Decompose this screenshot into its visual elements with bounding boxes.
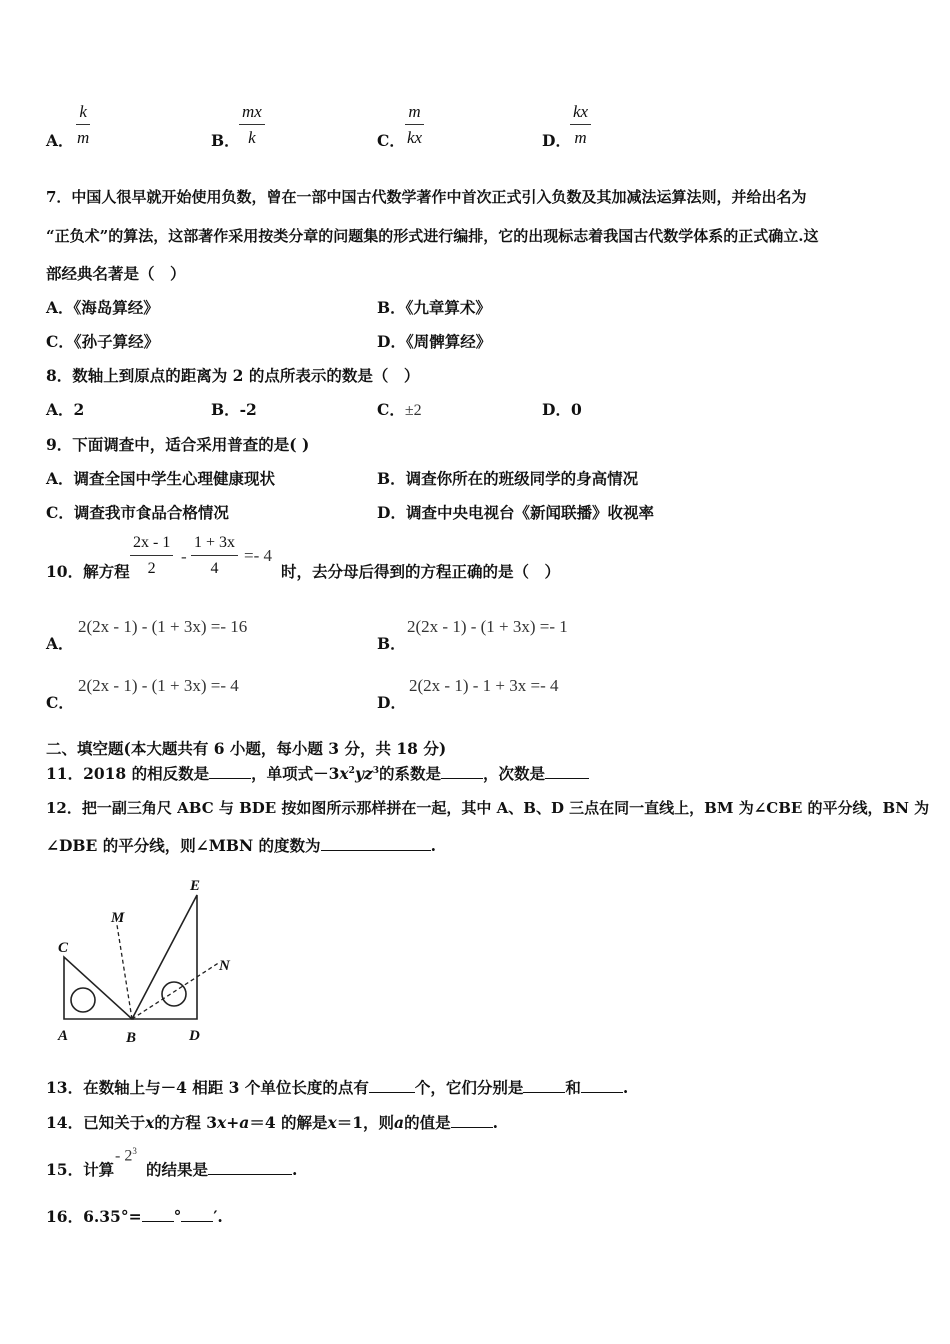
q10-option-d-equation: 2(2x - 1) - 1 + 3x =- 4 <box>409 676 559 695</box>
q6-d-denominator: m <box>574 128 587 147</box>
q14-x3: x <box>327 1113 337 1132</box>
label-b: B <box>126 1030 137 1046</box>
q8-c-letter: C． <box>377 400 405 419</box>
q6-option-c-letter: C． <box>377 131 405 150</box>
q7-line2: “正负术”的算法，这部著作采用按类分章的问题集的形式进行编排，它的出现标志着我国古代数学体系的正式确立.这 <box>46 227 819 245</box>
q8-option-a <box>46 398 84 420</box>
section2-title: 二、填空题(本大题共有 6 小题，每小题 3 分，共 18 分) <box>46 739 447 758</box>
triangle-bde-hole <box>162 982 186 1006</box>
q8-d-letter: D． <box>542 400 571 419</box>
q8-stem: 8．数轴上到原点的距离为 2 的点所表示的数是（ ） <box>46 366 420 385</box>
q8-option-d <box>542 398 582 420</box>
q6-option-d-letter: D． <box>542 131 571 150</box>
q15-part2: 的结果是 <box>146 1160 209 1179</box>
q13-part2: 个，它们分别是 <box>414 1078 524 1097</box>
q14-end: . <box>492 1113 499 1132</box>
q13-blank-3[interactable] <box>581 1078 623 1093</box>
q13-part3: 和 <box>565 1078 581 1097</box>
q15-expression <box>115 1146 137 1165</box>
q10-option-c-equation: 2(2x - 1) - (1 + 3x) =- 4 <box>78 676 239 695</box>
q10-fraction-2 <box>191 533 238 579</box>
q11-part4: ，次数是 <box>483 764 546 783</box>
q8-b-value: -2 <box>239 400 257 419</box>
q10-minus: - <box>181 547 187 566</box>
label-e: E <box>190 878 201 894</box>
q11-coef: －3 <box>313 764 340 783</box>
q10-suffix: 时，去分母后得到的方程正确的是（ ） <box>281 562 561 581</box>
q10-rhs: =- 4 <box>244 546 272 565</box>
q6-c-denominator: kx <box>407 128 423 147</box>
q9-stem: 9．下面调查中，适合采用普查的是( ) <box>46 435 310 454</box>
q16-blank-minutes[interactable] <box>181 1207 213 1222</box>
q15-end: . <box>292 1160 298 1179</box>
q10-option-b-equation: 2(2x - 1) - (1 + 3x) =- 1 <box>407 617 568 636</box>
q11-part3: 的系数是 <box>379 764 442 783</box>
q10-option-c-letter: C． <box>46 693 74 712</box>
q12-line2 <box>46 834 436 856</box>
q10-prefix: 10．解方程 <box>46 562 130 581</box>
q15-part1: 15．计算 <box>46 1160 115 1179</box>
q14-x2: x <box>217 1113 227 1132</box>
q12-end: . <box>430 836 436 855</box>
q8-d-value: 0 <box>570 400 582 419</box>
q8-c-value: ±2 <box>404 402 422 419</box>
q8-option-b <box>211 398 257 420</box>
label-d: D <box>189 1028 200 1044</box>
q6-option-b-fraction <box>239 102 265 148</box>
q7-option-a: A．《海岛算经》 <box>46 298 159 317</box>
q13-blank-2[interactable] <box>523 1078 565 1093</box>
q8-a-letter: A． <box>46 400 74 419</box>
q6-option-a-letter: A． <box>46 131 74 150</box>
q11-blank-2[interactable] <box>441 764 483 779</box>
q12-line2-text: ∠DBE 的平分线，则∠MBN 的度数为 <box>46 836 321 855</box>
q6-c-numerator: m <box>405 102 423 125</box>
q14-part2: 的方程 3 <box>154 1113 218 1132</box>
q12-blank[interactable] <box>321 836 431 851</box>
q10-frac2-numerator: 1 + 3x <box>191 533 238 556</box>
q14-part1: 14．已知关于 <box>46 1113 146 1132</box>
q6-option-a-fraction <box>74 102 92 148</box>
q11-x: x <box>339 764 349 783</box>
q12-line1: 12．把一副三角尺 ABC 与 BDE 按如图所示那样拼在一起，其中 A、B、D 三点在同一直线上，BM 为∠CBE 的平分线，BN 为 <box>46 799 930 817</box>
q6-d-numerator: kx <box>570 102 591 125</box>
q9-option-c: C．调查我市食品合格情况 <box>46 503 229 522</box>
q11-yz: yz <box>354 764 373 783</box>
ray-bm <box>117 925 132 1019</box>
q11-part1: 11．2018 的相反数是 <box>46 764 210 783</box>
q7-option-c: C．《孙子算经》 <box>46 332 160 351</box>
q12-figure <box>40 870 250 1050</box>
q13-part1: 13．在数轴上与－4 相距 3 个单位长度的点有 <box>46 1078 369 1097</box>
q6-option-d-fraction <box>570 102 591 148</box>
q14-a2: a <box>394 1113 405 1132</box>
label-n: N <box>219 958 230 974</box>
q10-option-a-letter: A． <box>46 634 74 653</box>
q11-monomial <box>313 764 379 783</box>
q10-fraction-1 <box>130 533 173 579</box>
q16-part1: 16．6.35°= <box>46 1207 142 1226</box>
q13-blank-1[interactable] <box>369 1078 415 1093</box>
q13-end: . <box>622 1078 629 1097</box>
label-c: C <box>58 940 69 956</box>
q14-part3: + <box>226 1113 240 1132</box>
ray-bn <box>132 962 220 1019</box>
q6-b-denominator: k <box>248 128 256 147</box>
q13 <box>46 1076 628 1098</box>
q14-part6: 的值是 <box>404 1113 451 1132</box>
q16 <box>46 1205 223 1227</box>
q6-a-numerator: k <box>76 102 90 125</box>
label-m: M <box>111 910 125 926</box>
q14 <box>46 1111 498 1133</box>
q10-frac1-denominator: 2 <box>147 560 156 577</box>
q7-line1: 7．中国人很早就开始使用负数，曾在一部中国古代数学著作中首次正式引入负数及其加减法运算法则，并给出名为 <box>46 188 807 206</box>
q15-tail <box>146 1158 297 1180</box>
q16-minute-sign: ′. <box>213 1207 223 1226</box>
q10-frac1-numerator: 2x - 1 <box>130 533 173 556</box>
q14-a1: a <box>239 1113 250 1132</box>
q7-option-d: D．《周髀算经》 <box>377 332 492 351</box>
q14-blank[interactable] <box>451 1113 493 1128</box>
q7-line3: 部经典名著是（ ） <box>46 264 186 283</box>
q10-option-a-equation: 2(2x - 1) - (1 + 3x) =- 16 <box>78 617 248 636</box>
q14-x1: x <box>145 1113 155 1132</box>
q6-option-c-fraction <box>404 102 425 148</box>
q10-option-b-letter: B． <box>377 634 406 653</box>
q9-option-a: A．调查全国中学生心理健康现状 <box>46 469 276 488</box>
q6-option-b-letter: B． <box>211 131 240 150</box>
q16-degree-sign: ° <box>173 1207 182 1226</box>
q8-option-c <box>377 398 422 420</box>
q14-part4: ＝4 的解是 <box>249 1113 328 1132</box>
q11-exp3: 3 <box>372 765 380 776</box>
q11-blank-3[interactable] <box>545 764 589 779</box>
q15-expr-exp: 3 <box>132 1146 137 1156</box>
q15-blank[interactable] <box>208 1160 292 1175</box>
q9-option-b: B．调查你所在的班级同学的身高情况 <box>377 469 639 488</box>
q6-a-denominator: m <box>77 128 90 147</box>
triangle-abc <box>64 957 132 1019</box>
label-a: A <box>58 1028 69 1044</box>
q8-b-letter: B． <box>211 400 240 419</box>
q10-frac2-denominator: 4 <box>210 560 219 577</box>
q7-option-b: B．《九章算术》 <box>377 298 491 317</box>
triangle-abc-hole <box>71 988 95 1012</box>
q8-a-value: 2 <box>73 400 85 419</box>
q6-b-numerator: mx <box>239 102 265 125</box>
q11-exp2: 2 <box>348 765 355 776</box>
q15-expr-base: - 2 <box>115 1147 133 1165</box>
q10-option-d-letter: D． <box>377 693 406 712</box>
q14-part5: ＝1，则 <box>336 1113 395 1132</box>
q9-option-d: D．调查中央电视台《新闻联播》收视率 <box>377 503 654 522</box>
q11 <box>46 762 589 784</box>
q11-part2: ，单项式 <box>251 764 314 783</box>
q16-blank-degrees[interactable] <box>142 1207 174 1222</box>
q11-blank-1[interactable] <box>209 764 251 779</box>
